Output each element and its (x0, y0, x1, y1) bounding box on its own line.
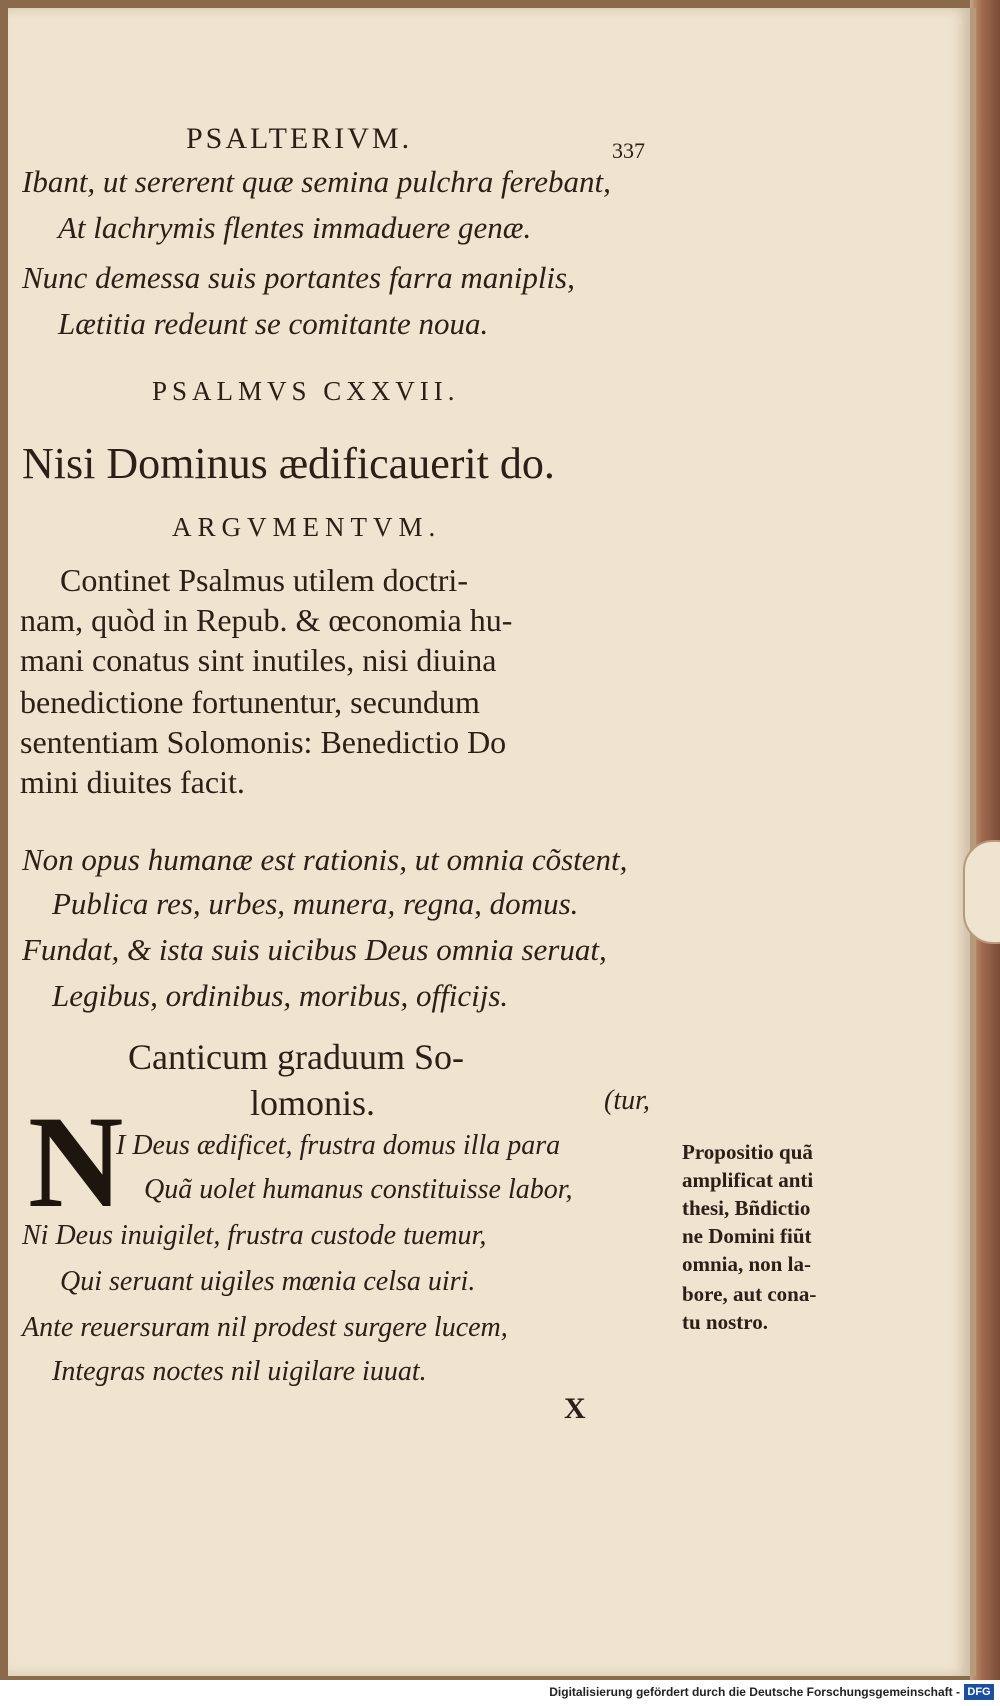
footer-bar (0, 1680, 1000, 1706)
verse-line: Non opus humanæ est rationis, ut omnia cõstent, (22, 842, 628, 877)
argument-line: Continet Psalmus utilem doctri- (60, 562, 468, 598)
verse-line: Lætitia redeunt se comitante noua. (58, 306, 489, 341)
argument-line: nam, quòd in Repub. & œconomia hu- (20, 602, 513, 638)
psalm-incipit: Nisi Dominus ædificauerit do. (22, 439, 555, 488)
verse-line: Quã uolet humanus constituisse labor, (144, 1174, 573, 1205)
marginal-note-line: tu nostro. (682, 1310, 768, 1334)
signature-mark: X (564, 1392, 586, 1425)
verse-line: Qui seruant uigiles mœnia celsa uiri. (60, 1266, 476, 1297)
catchword: (tur, (604, 1085, 650, 1116)
argument-line: sententiam Solomonis: Benedictio Do (20, 724, 507, 760)
marginal-note-line: Propositio quã (682, 1140, 813, 1164)
running-head: PSALTERIVM. (186, 122, 413, 155)
marginal-note-line: ne Domini fiũt (682, 1224, 812, 1248)
canticum-title: lomonis. (250, 1083, 376, 1123)
decorated-initial: N (28, 1088, 124, 1235)
argument-line: mini diuites facit. (20, 764, 245, 800)
verse-line: Fundat, & ista suis uicibus Deus omnia seruat, (22, 932, 607, 967)
argument-heading: ARGVMENTVM. (172, 512, 442, 542)
verse-line: Legibus, ordinibus, moribus, officijs. (52, 978, 509, 1013)
argument-line: benedictione fortunentur, secundum (20, 684, 480, 720)
verse-line: Nunc demessa suis portantes farra maniplis, (22, 260, 575, 295)
verse-line: Ibant, ut sererent quæ semina pulchra ferebant, (22, 164, 611, 199)
folio-number: 337 (612, 138, 645, 163)
verse-line: I Deus ædificet, frustra domus illa para (116, 1130, 561, 1161)
verse-line: Publica res, urbes, munera, regna, domus. (52, 886, 579, 921)
verse-line: Ni Deus inuigilet, frustra custode tuemur, (22, 1220, 487, 1251)
marginal-note-line: bore, aut cona- (682, 1282, 817, 1306)
marginal-note-line: thesi, Bñdictio (682, 1196, 811, 1220)
clasp-shape (963, 840, 1000, 944)
argument-line: mani conatus sint inutiles, nisi diuina (20, 642, 497, 678)
marginal-note-line: omnia, non la- (682, 1252, 811, 1276)
verse-line: Integras noctes nil uigilare iuuat. (52, 1356, 427, 1387)
marginal-note-line: amplificat anti (682, 1168, 814, 1192)
dfg-logo: DFG (964, 1684, 994, 1700)
psalm-title: PSALMVS CXXVII. (152, 376, 460, 406)
footer-credit: Digitalisierung gefördert durch die Deutsche Forschungsgemeinschaft - (549, 1685, 960, 1699)
canticum-title: Canticum graduum So- (128, 1037, 464, 1077)
verse-line: Ante reuersuram nil prodest surgere lucem, (22, 1312, 508, 1343)
verse-line: At lachrymis flentes immaduere genæ. (58, 210, 532, 245)
